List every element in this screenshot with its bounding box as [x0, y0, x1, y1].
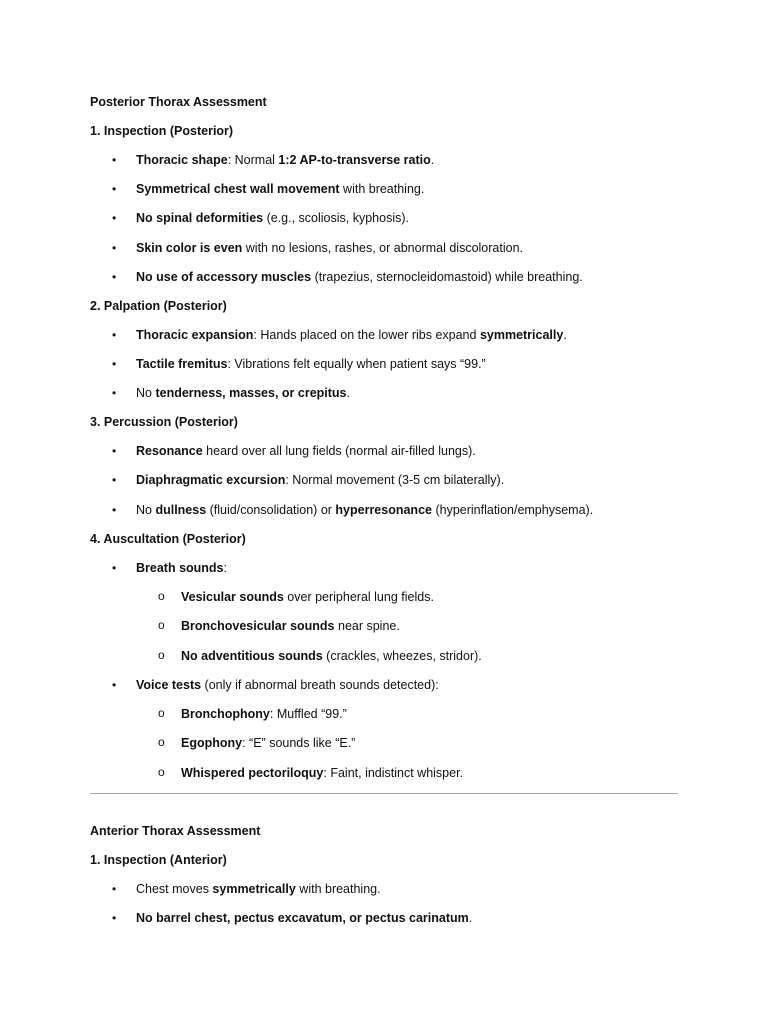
circle-bullet-icon: o: [158, 648, 165, 662]
bullet-icon: •: [112, 882, 117, 896]
bullet-icon: •: [112, 503, 117, 517]
bullet-icon: •: [112, 328, 117, 342]
horizontal-divider: [90, 793, 678, 794]
circle-bullet-icon: o: [158, 618, 165, 632]
bullet-icon: •: [112, 386, 117, 400]
circle-bullet-icon: o: [158, 589, 165, 603]
section-heading-inspection-posterior: 1. Inspection (Posterior): [90, 124, 234, 138]
posterior-title: Posterior Thorax Assessment: [90, 95, 267, 109]
bullet-icon: •: [112, 444, 117, 458]
bullet-icon: •: [112, 153, 117, 167]
bullet-icon: •: [112, 211, 117, 225]
section-heading-auscultation-posterior: 4. Auscultation (Posterior): [90, 532, 246, 546]
section-heading-palpation-posterior: 2. Palpation (Posterior): [90, 299, 227, 313]
bullet-icon: •: [112, 357, 117, 371]
bullet-icon: •: [112, 473, 117, 487]
circle-bullet-icon: o: [158, 735, 165, 749]
section-heading-inspection-anterior: 1. Inspection (Anterior): [90, 853, 227, 867]
bullet-icon: •: [112, 561, 117, 575]
anterior-title: Anterior Thorax Assessment: [90, 824, 261, 838]
circle-bullet-icon: o: [158, 706, 165, 720]
bullet-icon: •: [112, 182, 117, 196]
bullet-icon: •: [112, 911, 117, 925]
bullet-icon: •: [112, 241, 117, 255]
bullet-icon: •: [112, 270, 117, 284]
circle-bullet-icon: o: [158, 765, 165, 779]
bullet-icon: •: [112, 678, 117, 692]
section-heading-percussion-posterior: 3. Percussion (Posterior): [90, 415, 238, 429]
